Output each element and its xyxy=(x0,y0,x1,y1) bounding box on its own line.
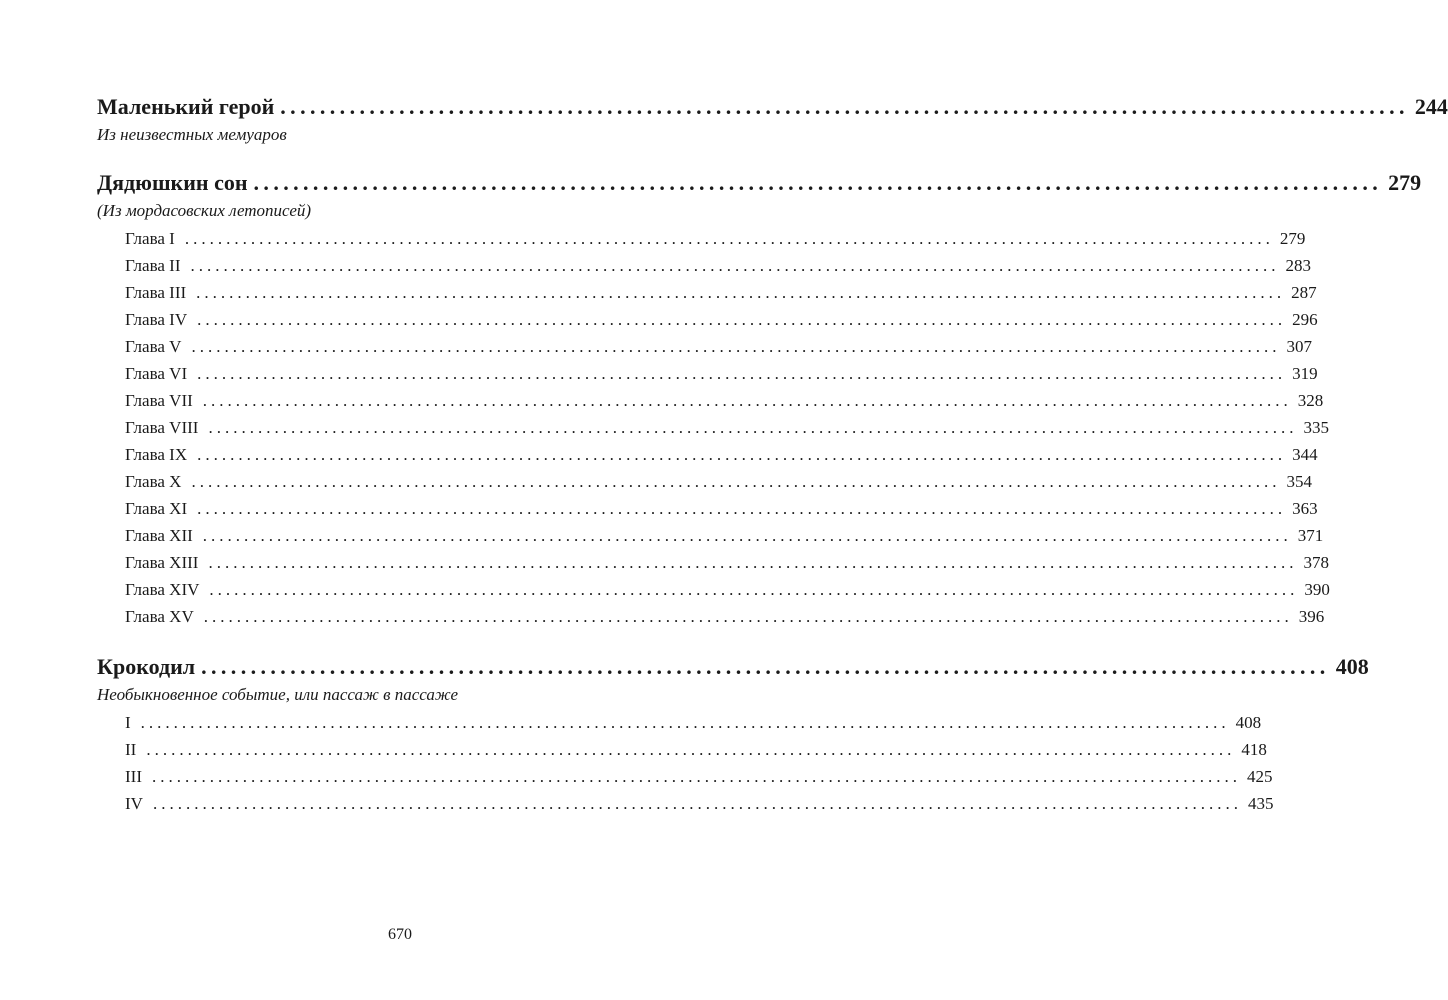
toc-chapter-entry[interactable] xyxy=(125,709,1262,736)
work-subtitle: Необыкновенное событие, или пассаж в пассаже xyxy=(97,685,458,704)
chapter-label: Глава XIII xyxy=(125,553,199,572)
chapter-page-number: 396 xyxy=(1298,607,1325,626)
chapter-label: Глава III xyxy=(125,283,187,302)
chapter-page-number: 371 xyxy=(1297,526,1324,545)
chapter-label: II xyxy=(125,740,137,759)
dot-leader: .................................................................................................................................... xyxy=(203,607,1293,626)
toc-chapter-entry[interactable] xyxy=(125,252,1311,279)
chapter-page-number: 418 xyxy=(1241,740,1267,759)
chapter-list xyxy=(97,709,1274,817)
chapter-label: Глава X xyxy=(125,472,182,491)
chapter-label: Глава VII xyxy=(125,391,193,410)
work-page-number: 408 xyxy=(1335,654,1369,679)
toc-work-dyadyushkin-son xyxy=(97,168,1422,630)
dot-leader: .................................................................................................................................... xyxy=(197,499,1287,518)
dot-leader: .................................................................................................................................... xyxy=(152,794,1242,813)
dot-leader: .................................................................................................................. xyxy=(253,170,1383,195)
toc-chapter-entry[interactable] xyxy=(125,387,1324,414)
dot-leader: .................................................................................................................................... xyxy=(196,283,1286,302)
dot-leader: .................................................................................................................................... xyxy=(151,767,1241,786)
chapter-label: Глава XI xyxy=(125,499,188,518)
chapter-label: Глава V xyxy=(125,337,182,356)
toc-chapter-entry[interactable] xyxy=(125,736,1267,763)
work-subtitle: Из неизвестных мемуаров xyxy=(97,125,287,144)
toc-chapter-entry[interactable] xyxy=(125,441,1318,468)
chapter-page-number: 425 xyxy=(1246,767,1273,786)
dot-leader: .................................................................................................................................... xyxy=(184,229,1274,248)
chapter-page-number: 335 xyxy=(1303,418,1329,437)
chapter-page-number: 378 xyxy=(1303,553,1329,572)
chapter-label: Глава I xyxy=(125,229,175,248)
work-title: Крокодил xyxy=(97,654,196,679)
dot-leader: .................................................................................................................................... xyxy=(197,445,1287,464)
chapter-page-number: 287 xyxy=(1291,283,1317,302)
dot-leader: .................................................................................................................................... xyxy=(191,337,1281,356)
dot-leader: .................................................................................................................................... xyxy=(208,553,1298,572)
toc-chapter-entry[interactable] xyxy=(125,603,1325,630)
dot-leader: .................................................................................................................. xyxy=(280,94,1409,119)
chapter-list xyxy=(97,225,1330,630)
chapter-label: Глава II xyxy=(125,256,181,275)
toc-chapter-entry[interactable] xyxy=(125,549,1329,576)
toc-work-malenkiy-geroy xyxy=(97,92,1448,146)
chapter-label: Глава XV xyxy=(125,607,194,626)
dot-leader: .................................................................................................................................... xyxy=(140,713,1230,732)
chapter-label: III xyxy=(125,767,142,786)
toc-chapter-entry[interactable] xyxy=(125,279,1317,306)
dot-leader: .................................................................................................................................... xyxy=(191,472,1281,491)
toc-chapter-entry[interactable] xyxy=(125,414,1329,441)
chapter-label: Глава VIII xyxy=(125,418,199,437)
chapter-page-number: 408 xyxy=(1235,713,1262,732)
dot-leader: .................................................................................................................................... xyxy=(190,256,1280,275)
work-subtitle: (Из мордасовских летописей) xyxy=(97,201,312,220)
dot-leader: .................................................................................................................................... xyxy=(197,310,1287,329)
chapter-label: Глава XII xyxy=(125,526,193,545)
dot-leader: .................................................................................................................................... xyxy=(197,364,1287,383)
chapter-label: Глава VI xyxy=(125,364,188,383)
dot-leader: .................................................................................................................................... xyxy=(146,740,1236,759)
chapter-label: Глава IV xyxy=(125,310,188,329)
dot-leader: .................................................................................................................................... xyxy=(209,580,1299,599)
chapter-page-number: 283 xyxy=(1285,256,1311,275)
chapter-page-number: 344 xyxy=(1292,445,1318,464)
toc-chapter-entry[interactable] xyxy=(125,360,1318,387)
toc-work-krokodil xyxy=(97,652,1369,817)
work-title: Дядюшкин сон xyxy=(97,170,248,195)
toc-chapter-entry[interactable] xyxy=(125,468,1312,495)
toc-chapter-entry[interactable] xyxy=(125,495,1318,522)
toc-work-header[interactable] xyxy=(97,92,1448,122)
chapter-page-number: 279 xyxy=(1279,229,1306,248)
dot-leader: .................................................................................................................. xyxy=(201,654,1330,679)
dot-leader: .................................................................................................................................... xyxy=(202,391,1292,410)
toc-chapter-entry[interactable] xyxy=(125,576,1330,603)
work-page-number: 244 xyxy=(1414,94,1448,119)
work-page-number: 279 xyxy=(1388,170,1422,195)
chapter-page-number: 363 xyxy=(1292,499,1318,518)
toc-chapter-entry[interactable] xyxy=(125,763,1273,790)
work-title: Маленький герой xyxy=(97,94,275,119)
toc-chapter-entry[interactable] xyxy=(125,522,1324,549)
table-of-contents xyxy=(97,92,1448,839)
chapter-page-number: 390 xyxy=(1304,580,1330,599)
chapter-page-number: 296 xyxy=(1292,310,1318,329)
toc-chapter-entry[interactable] xyxy=(125,225,1306,252)
toc-work-header[interactable] xyxy=(97,168,1422,198)
chapter-page-number: 435 xyxy=(1247,794,1274,813)
chapter-page-number: 328 xyxy=(1297,391,1324,410)
chapter-label: I xyxy=(125,713,131,732)
chapter-page-number: 319 xyxy=(1292,364,1318,383)
toc-chapter-entry[interactable] xyxy=(125,306,1318,333)
dot-leader: .................................................................................................................................... xyxy=(202,526,1292,545)
page-number: 670 xyxy=(388,926,412,943)
toc-work-header[interactable] xyxy=(97,652,1369,682)
dot-leader: .................................................................................................................................... xyxy=(208,418,1298,437)
chapter-label: Глава XIV xyxy=(125,580,200,599)
chapter-label: IV xyxy=(125,794,143,813)
toc-chapter-entry[interactable] xyxy=(125,333,1312,360)
chapter-label: Глава IX xyxy=(125,445,188,464)
chapter-page-number: 307 xyxy=(1286,337,1312,356)
toc-chapter-entry[interactable] xyxy=(125,790,1274,817)
chapter-page-number: 354 xyxy=(1286,472,1312,491)
